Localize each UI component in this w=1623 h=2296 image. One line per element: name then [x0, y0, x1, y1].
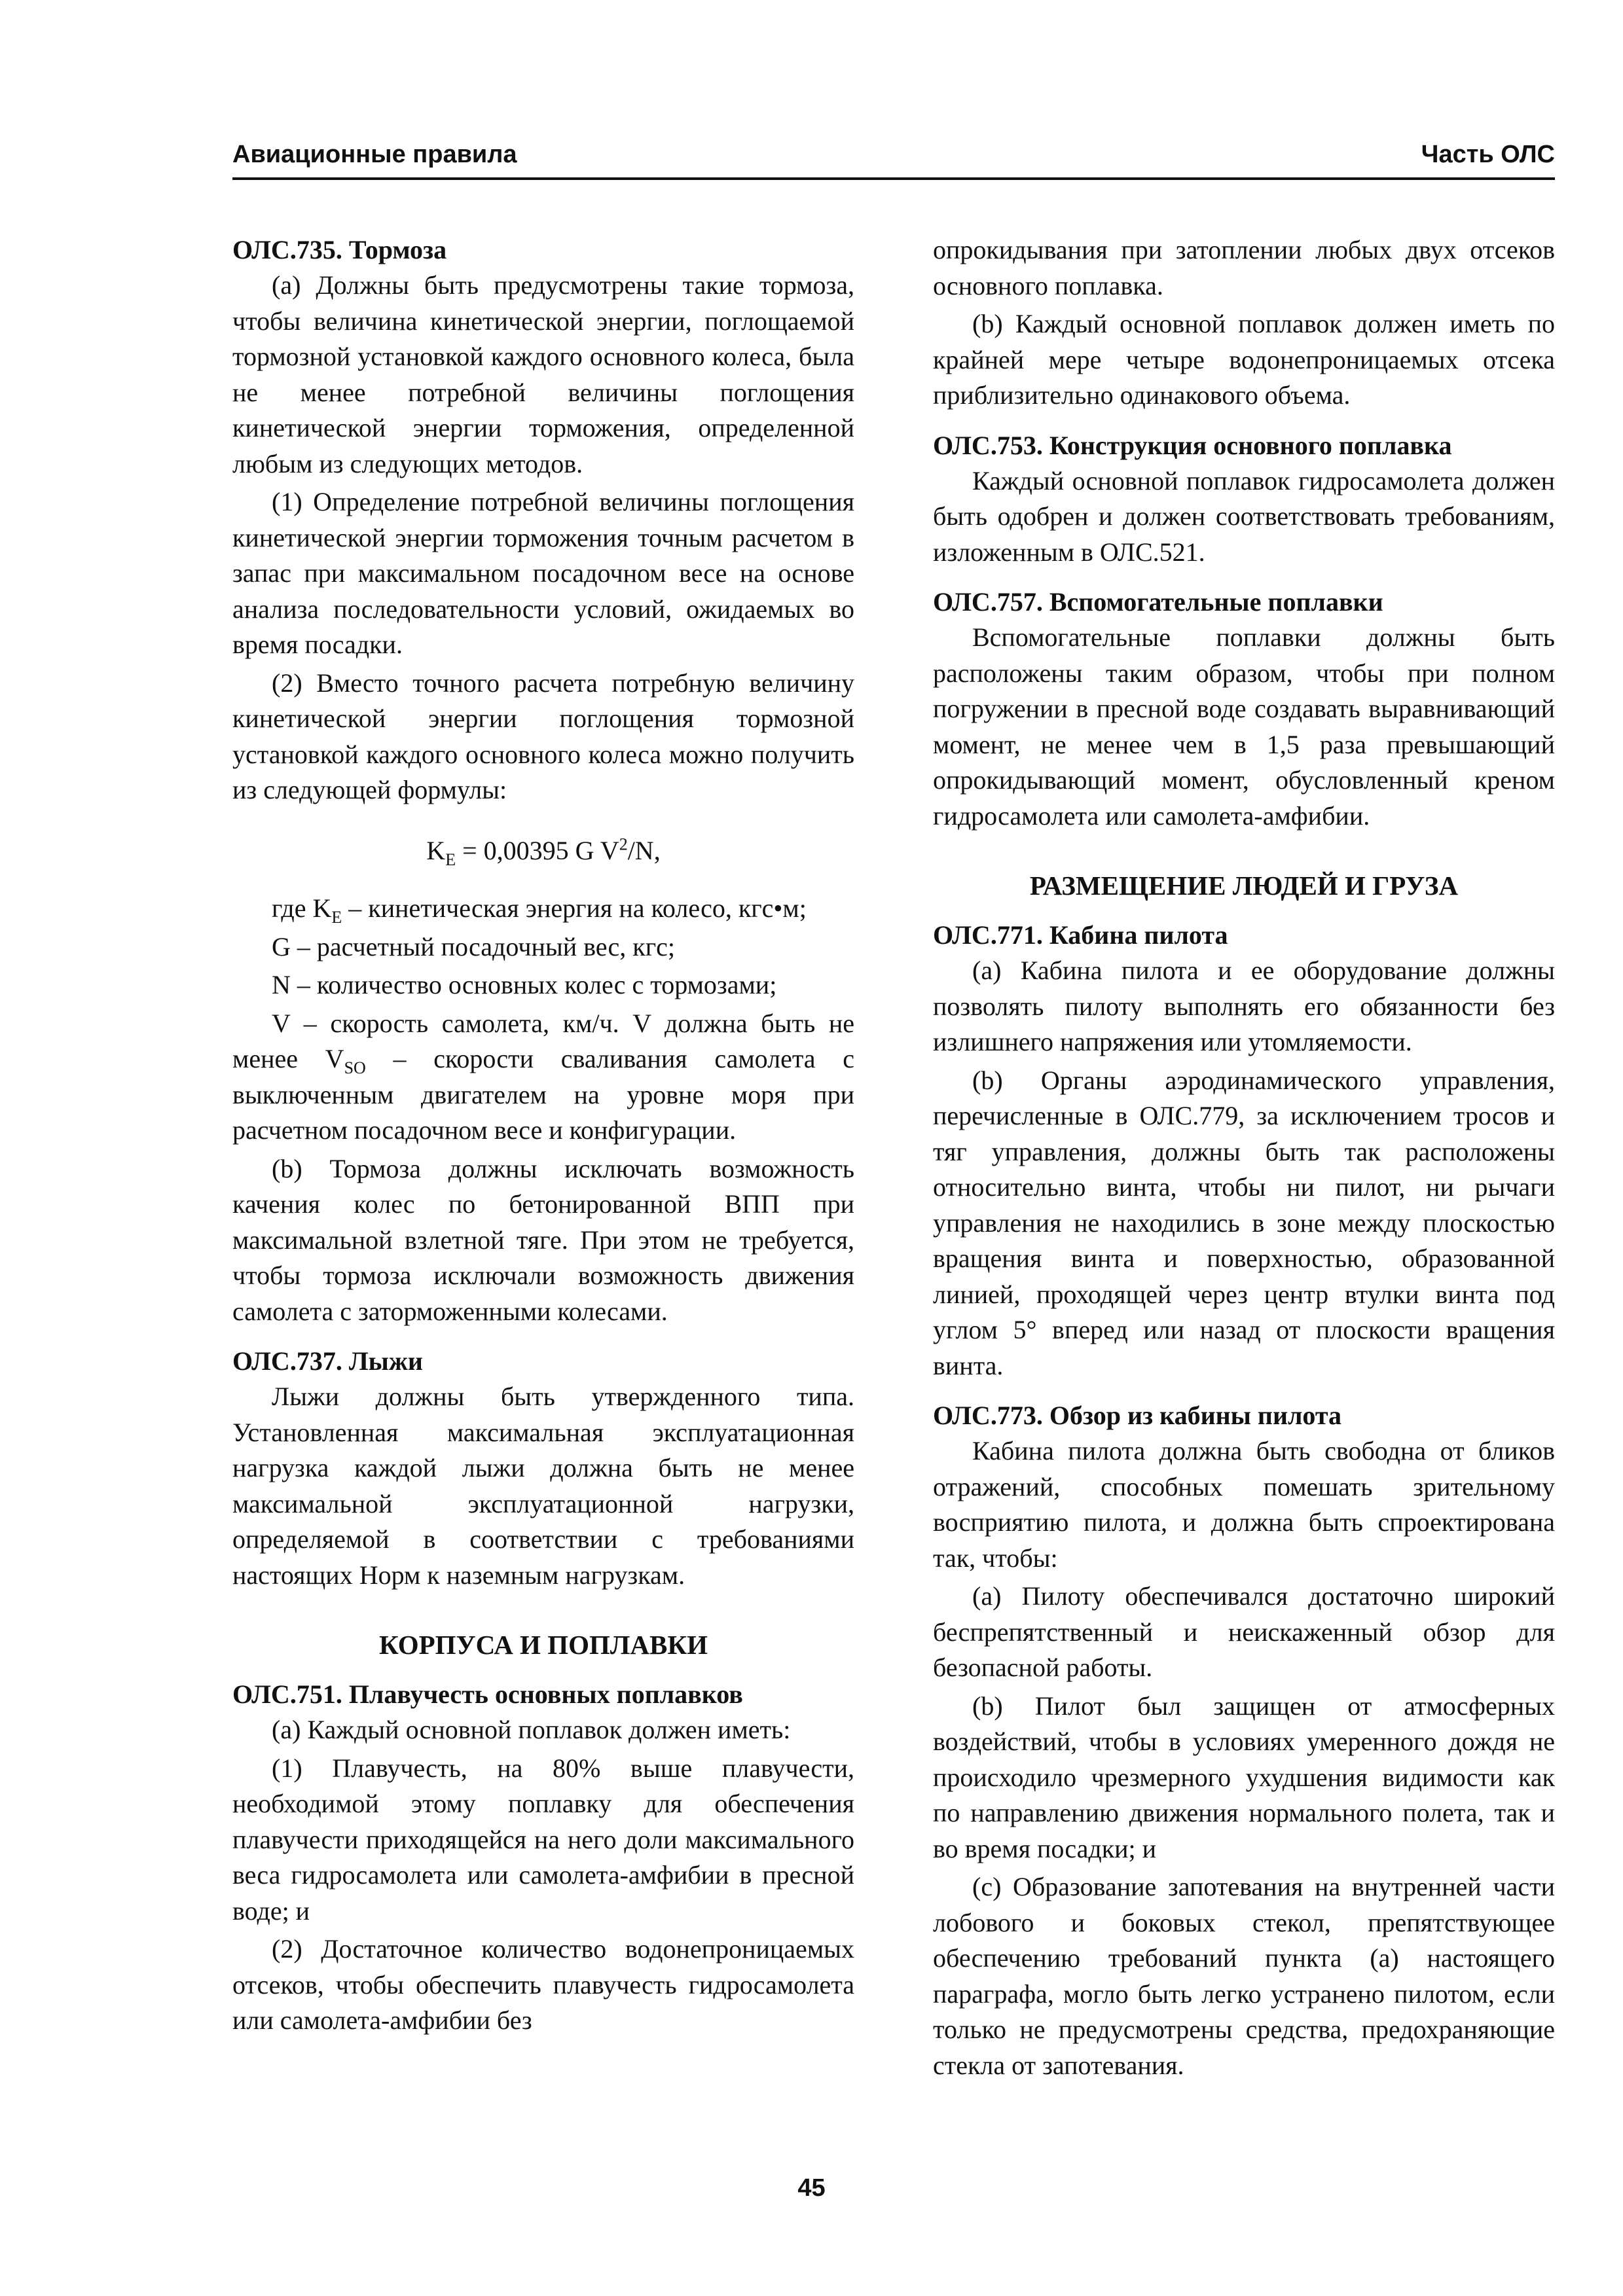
paragraph: (2) Достаточное количество водонепроницаемых отсеков, чтобы обеспечить плавучесть гидросамолета или самолета-амфибии без	[232, 1934, 854, 2035]
paragraph: (a) Должны быть предусмотрены такие тормоза, чтобы величина кинетической энергии, поглощаемой тормозной установкой каждого основного колеса, была не менее потребной величины поглощения кинетической энергии торможения, определенной любым из следующих методов.	[232, 270, 854, 478]
paragraph: N – количество основных колес с тормозами;	[272, 970, 777, 999]
paragraph: Кабина пилота должна быть свободна от бликов отражений, способных помешать зрительному восприятию пилота, и должна быть спроектирована так, чтобы:	[933, 1436, 1555, 1573]
paragraph: (1) Определение потребной величины поглощения кинетической энергии торможения точным расчетом в запас при максимальном посадочном весе на основе анализа последовательности условий, ожидаемых во время посадки.	[232, 487, 854, 659]
section-heading: ОЛС.735. Тормоза	[232, 235, 447, 264]
paragraph: (2) Вместо точного расчета потребную величину кинетической энергии поглощения тормозной установкой каждого основного колеса можно получить из следующей формулы:	[232, 668, 854, 804]
paragraph: V – скорость самолета, км/ч. V должна быть не менее $V_{SO}$ – скорости сваливания самолета с выключенным двигателем на уровне моря при расчетном посадочном весе и конфигурации.	[232, 1008, 854, 1145]
section-heading: ОЛС.757. Вспомогательные поплавки	[933, 587, 1383, 617]
page-number: 45	[797, 2174, 826, 2202]
paragraph: Лыжи должны быть утвержденного типа. Установленная максимальная эксплуатационная нагрузка каждой лыжи должна быть не менее максимальной эксплуатационной нагрузки, определяемой в соответствии с требованиями настоящих Норм к наземным нагрузкам.	[232, 1382, 854, 1590]
paragraph: (b) Каждый основной поплавок должен иметь по крайней мере четыре водонепроницаемых отсека приблизительно одинакового объема.	[933, 309, 1555, 410]
paragraph: (a) Каждый основной поплавок должен иметь:	[272, 1715, 791, 1744]
section-heading: ОЛС.751. Плавучесть основных поплавков	[232, 1679, 743, 1709]
left-column	[232, 232, 854, 2041]
header-part: Часть ОЛС	[1421, 141, 1555, 168]
paragraph: опрокидывания при затоплении любых двух отсеков основного поплавка.	[933, 235, 1555, 300]
paragraph: (a) Пилоту обеспечивался достаточно широкий беспрепятственный и неискаженный обзор для безопасной работы.	[933, 1581, 1555, 1682]
paragraph: (b) Органы аэродинамического управления, перечисленные в ОЛС.779, за исключением тросов и тяг управления, должны быть так расположены относительно винта, чтобы ни пилот, ни рычаги управления не находились в зоне между плоскостью вращения винта и поверхностью, образованной линией, проходящей через центр втулки винта под углом 5° вперед или назад от плоскости вращения винта.	[933, 1065, 1555, 1380]
right-column	[933, 232, 1555, 2086]
paragraph: (1) Плавучесть, на 80% выше плавучести, необходимой этому поплавку для обеспечения плавучести приходящейся на него доли максимального веса гидросамолета или самолета-амфибии в пресной воде; и	[232, 1753, 854, 1926]
chapter-title: РАЗМЕЩЕНИЕ ЛЮДЕЙ И ГРУЗА	[1029, 870, 1459, 901]
page-header	[232, 134, 1555, 180]
paragraph: (b) Пилот был защищен от атмосферных воздействий, чтобы в условиях умеренного дождя не происходило чрезмерного ухудшения видимости как по направлению движения нормального полета, так и во время посадки; и	[933, 1691, 1555, 1863]
paragraph: Вспомогательные поплавки должны быть расположены таким образом, чтобы при полном погружении в пресной воде создавать выравнивающий момент, не менее чем в 1,5 раза превышающий опрокидывающий момент, обусловленный креном гидросамолета или самолета-амфибии.	[933, 622, 1555, 831]
section-heading: ОЛС.737. Лыжи	[232, 1346, 423, 1376]
paragraph: (c) Образование запотевания на внутренней части лобового и боковых стекол, препятствующее обеспечению требований пункта (a) настоящего параграфа, могло быть легко устранено пилотом, если только не предусмотрены средства, предохраняющие стекла от запотевания.	[933, 1872, 1555, 2080]
header-title: Авиационные правила	[232, 141, 517, 168]
section-heading: ОЛС.771. Кабина пилота	[933, 920, 1228, 950]
paragraph: (a) Кабина пилота и ее оборудование должны позволять пилоту выполнять его обязанности без излишнего напряжения или утомляемости.	[933, 956, 1555, 1056]
section-heading: ОЛС.773. Обзор из кабины пилота	[933, 1401, 1342, 1430]
paragraph: Каждый основной поплавок гидросамолета должен быть одобрен и должен соответствовать требованиям, изложенным в ОЛС.521.	[933, 465, 1555, 567]
chapter-title: КОРПУСА И ПОПЛАВКИ	[379, 1630, 708, 1660]
paragraph: (b) Тормоза должны исключать возможность качения колес по бетонированной ВПП при максимальной взлетной тяге. При этом не требуется, чтобы тормоза исключали возможность движения самолета с заторможенными колесами.	[232, 1153, 854, 1326]
formula: $K_E = 0,00395$ G $V^2/N$,	[426, 834, 661, 869]
paragraph: где $K_E$ – кинетическая энергия на колесо, кгс•м;	[272, 893, 807, 927]
paragraph: G – расчетный посадочный вес, кгс;	[272, 931, 676, 961]
section-heading: ОЛС.753. Конструкция основного поплавка	[933, 430, 1452, 460]
